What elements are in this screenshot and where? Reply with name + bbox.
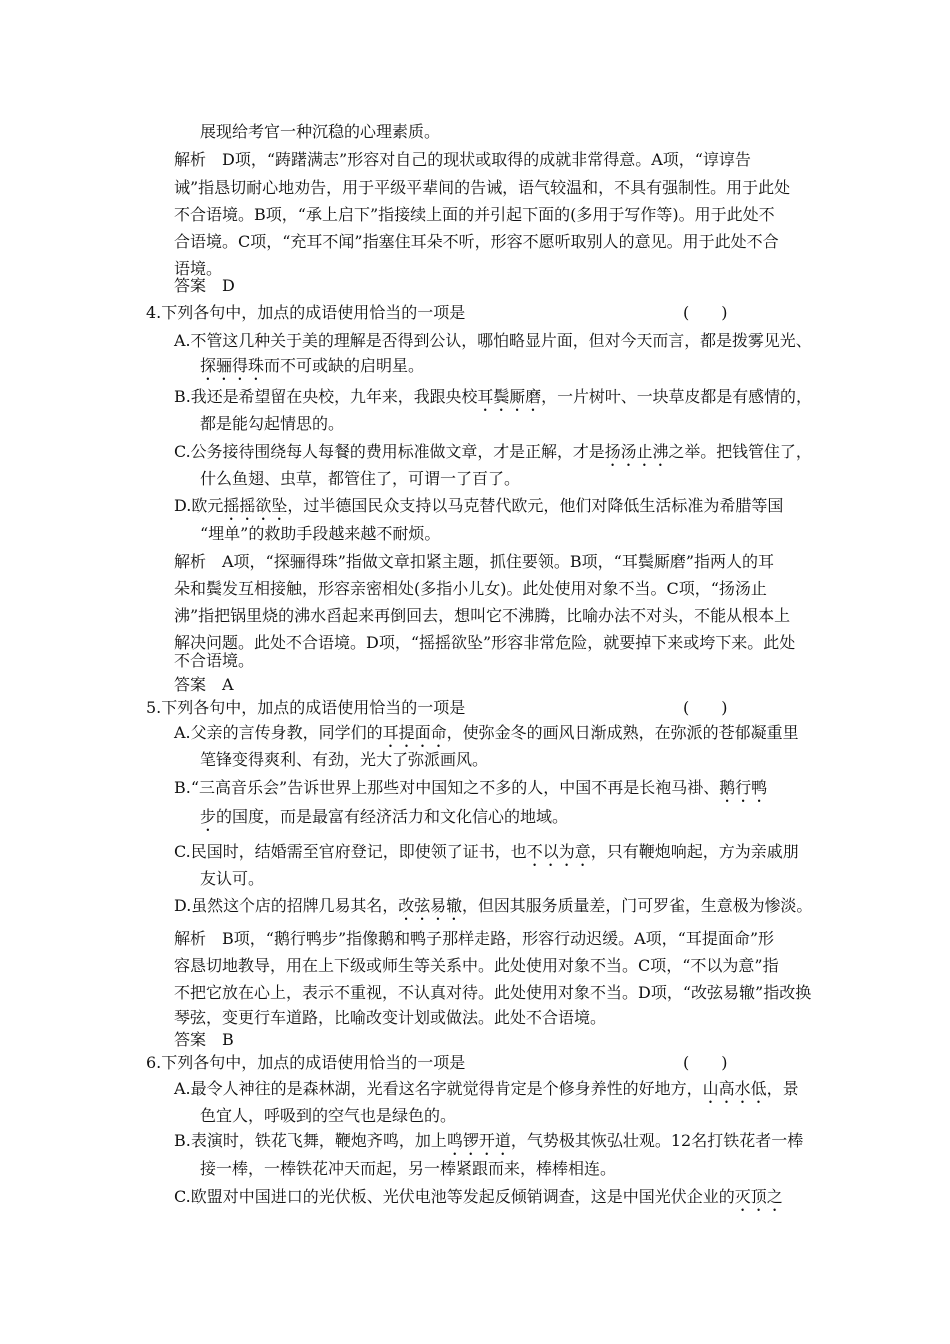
question-4-option-b-cont: 都是能勾起情思的。	[200, 414, 345, 433]
analysis-line: 解析 A项，“探骊得珠”指做文章扣紧主题，抓住要领。B项，“耳鬓厮磨”指两人的耳	[174, 552, 775, 571]
text-span: 而不可或缺的启明星。	[264, 356, 425, 375]
text-span: C.公务接待围绕每人每餐的费用标准做文章，才是正解，才是	[174, 442, 605, 461]
text-span: C.欧盟对中国进口的光伏板、光伏电池等发起反倾销调查，这是中国光伏企业的	[174, 1187, 735, 1206]
question-5-option-a-cont: 笔锋变得爽利、有劲，光大了弥派画风。	[200, 750, 489, 769]
text-span: D.欧元	[174, 496, 224, 515]
question-4-option-c	[174, 442, 812, 470]
analysis-line: 合语境。C项，“充耳不闻”指塞住耳朵不听，形容不愿听取别人的意见。用于此处不合	[174, 232, 779, 251]
question-6-option-a	[174, 1079, 799, 1107]
text-span: ，但因其服务质量差，门可罗雀，生意极为惨淡。	[462, 896, 813, 915]
question-4-option-b	[174, 387, 812, 415]
question-5-answer-bracket: ( )	[683, 698, 728, 717]
text-span: ，只有鞭炮响起，方为亲戚朋	[590, 842, 799, 861]
question-4-option-a: A.不管这几种关于美的理解是否得到公认，哪怕略显片面，但对今天而言，都是拨雾见光、	[174, 331, 812, 350]
question-6-option-c	[174, 1187, 783, 1215]
dotted-idiom: 改弦易辙	[398, 896, 463, 915]
analysis-line: 解析 D项，“踌躇满志”形容对自己的现状或取得的成就非常得意。A项，“谆谆告	[174, 150, 751, 169]
text-span: A.父亲的言传身教，同学们的	[174, 723, 383, 742]
dotted-idiom: 山高水低	[702, 1079, 767, 1098]
text-span: ，过半德国民众支持以马克替代欧元，他们对降低生活标准为希腊等国	[287, 496, 784, 515]
text-span: B.我还是希望留在央校，九年来，我跟央校	[174, 387, 478, 406]
dotted-idiom: 鸣锣开道	[446, 1131, 511, 1150]
question-5-option-c	[174, 842, 799, 870]
text-span: ，气势极其恢弘壮观。12名打铁花者一棒	[510, 1131, 804, 1150]
answer-line: 答案 A	[174, 675, 234, 694]
question-5-option-a	[174, 723, 799, 751]
question-5-option-b-cont	[200, 807, 568, 835]
question-4-option-c-cont: 什么鱼翅、虫草，都管住了，可谓一了百了。	[200, 469, 521, 488]
question-4-option-d-cont: “埋单”的救助手段越来越不耐烦。	[200, 524, 441, 543]
dotted-idiom: 探骊得珠	[200, 356, 265, 375]
text-span: ，一片树叶、一块草皮都是有感情的，	[541, 387, 812, 406]
question-4-option-a-cont	[200, 356, 424, 384]
analysis-line: 沸”指把锅里烧的沸水舀起来再倒回去，想叫它不沸腾，比喻办法不对头，不能从根本上	[174, 606, 791, 625]
answer-line: 答案 D	[174, 276, 235, 295]
text-span: 的国度，而是最富有经济活力和文化信心的地域。	[216, 807, 569, 826]
analysis-line: 诫”指恳切耐心地劝告，用于平级平辈间的告诫，语气较温和，不具有强制性。用于此处	[174, 178, 791, 197]
text-span: B.表演时，铁花飞舞，鞭炮齐鸣，加上	[174, 1131, 447, 1150]
analysis-line: 不合语境。B项，“承上启下”指接续上面的并引起下面的(多用于写作等)。用于此处不	[174, 205, 775, 224]
answer-line: 答案 B	[174, 1030, 234, 1049]
text-span: A.最令人神往的是森林湖，光看这名字就觉得肯定是个修身养性的好地方，	[174, 1079, 703, 1098]
text-span: ，使弥金冬的画风日渐成熟，在弥派的苍郁凝重里	[446, 723, 799, 742]
analysis-line: 不合语境。	[174, 651, 255, 670]
question-4-option-d	[174, 496, 783, 524]
question-6-option-b-cont: 接一棒，一棒铁花冲天而起，另一棒紧跟而来，棒棒相连。	[200, 1159, 617, 1178]
dotted-idiom: 摇摇欲坠	[223, 496, 288, 515]
text-span: C.民国时，结婚需至官府登记，即使领了证书，也	[174, 842, 527, 861]
question-6-stem: 6.下列各句中，加点的成语使用恰当的一项是	[146, 1053, 466, 1072]
text-span: B.“三高音乐会”告诉世界上那些对中国知之不多的人，中国不再是长袍马褂、	[174, 778, 720, 797]
text-span: 之举。把钱管住了，	[668, 442, 812, 461]
dotted-idiom: 步	[200, 807, 217, 826]
analysis-line: 不把它放在心上，表示不重视，不认真对待。此处使用对象不当。D项，“改弦易辙”指改换	[174, 983, 812, 1002]
question-4-answer-bracket: ( )	[683, 303, 728, 322]
dotted-idiom: 耳鬓厮磨	[477, 387, 542, 406]
text-span: ，景	[766, 1079, 799, 1098]
question-6-option-b	[174, 1131, 803, 1159]
analysis-line: 朵和鬓发互相接触，形容亲密相处(多指小儿女)。此处使用对象不当。C项，“扬汤止	[174, 579, 767, 598]
dotted-idiom: 不以为意	[526, 842, 591, 861]
question-5-stem: 5.下列各句中，加点的成语使用恰当的一项是	[146, 698, 466, 717]
question-6-option-a-cont: 色宜人，呼吸到的空气也是绿色的。	[200, 1106, 457, 1125]
analysis-line: 语境。	[174, 259, 223, 278]
text-line: 展现给考官一种沉稳的心理素质。	[200, 122, 441, 141]
dotted-idiom: 鹅行鸭	[719, 778, 768, 797]
question-5-option-d	[174, 896, 812, 924]
analysis-line: 容恳切地教导，用在上下级或师生等关系中。此处使用对象不当。C项，“不以为意”指	[174, 956, 779, 975]
question-5-option-c-cont: 友认可。	[200, 869, 265, 888]
question-4-stem: 4.下列各句中，加点的成语使用恰当的一项是	[146, 303, 466, 322]
dotted-idiom: 扬汤止沸	[604, 442, 669, 461]
text-span: D.虽然这个店的招牌几易其名，	[174, 896, 399, 915]
dotted-idiom: 耳提面命	[382, 723, 447, 742]
question-5-option-b	[174, 778, 767, 806]
question-6-answer-bracket: ( )	[683, 1053, 728, 1072]
analysis-line: 琴弦，变更行车道路，比喻改变计划或做法。此处不合语境。	[174, 1008, 607, 1027]
analysis-line: 解析 B项，“鹅行鸭步”指像鹅和鸭子那样走路，形容行动迟缓。A项，“耳提面命”形	[174, 929, 775, 948]
dotted-idiom: 灭顶之	[734, 1187, 783, 1206]
analysis-line: 解决问题。此处不合语境。D项，“摇摇欲坠”形容非常危险，就要掉下来或垮下来。此处	[174, 633, 796, 652]
